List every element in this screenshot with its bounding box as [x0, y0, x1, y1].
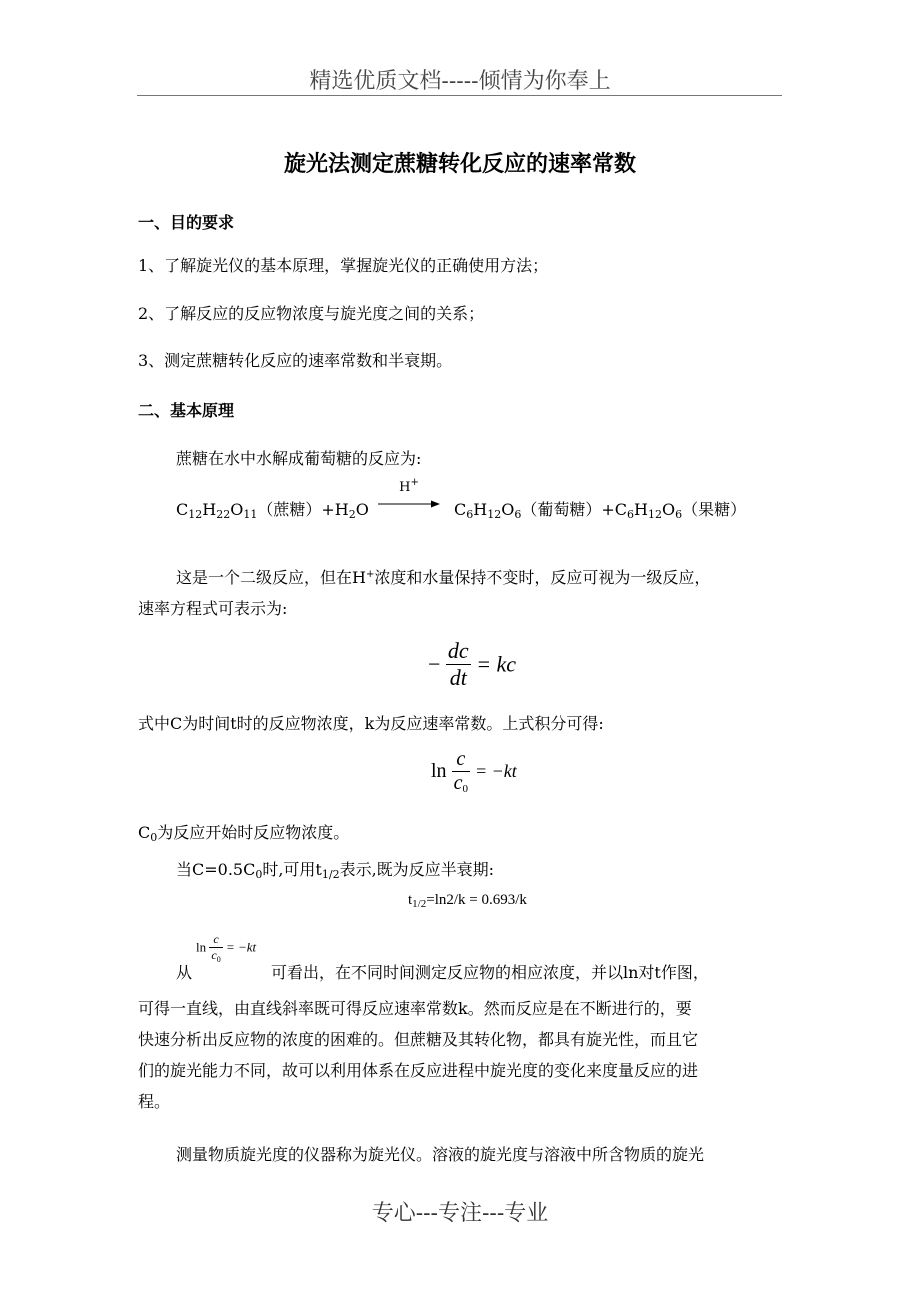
inline-rhs: = −kt — [225, 939, 257, 955]
objective-item-3: 3、测定蔗糖转化反应的速率常数和半衰期。 — [138, 351, 453, 370]
document-title: 旋光法测定蔗糖转化反应的速率常数 — [283, 152, 636, 177]
para5-line-2: 快速分析出反应物的浓度的困难的。但蔗糖及其转化物，都具有旋光性，而且它 — [138, 1030, 699, 1049]
para5-line-4: 程。 — [138, 1092, 171, 1111]
sucrose-label: （蔗糖） — [257, 500, 322, 519]
inline-integrated-equation: ln $\frac{c}{c_0}$ = −kt — [196, 932, 257, 964]
half-life-eq-text: =ln2/k = 0.693/k — [426, 892, 527, 908]
para1-part-c: 速率方程式可表示为: — [138, 599, 288, 618]
reaction-intro: 蔗糖在水中水解成葡萄糖的反应为: — [176, 449, 422, 468]
paragraph-initial-concentration: $C_0$为反应开始时反应物浓度。 — [138, 823, 350, 844]
para5-line-1: 可得一直线，由直线斜率既可得反应速率常数k。然而反应是在不断进行的，要 — [138, 999, 692, 1018]
catalyst-label: H — [399, 480, 411, 495]
inline-denominator: c — [211, 948, 217, 962]
paragraph-polarimeter: 测量物质旋光度的仪器称为旋光仪。溶液的旋光度与溶液中所含物质的旋光 — [176, 1145, 705, 1164]
integrated-equation: ln $\frac{c}{c_0}$ = −kt — [431, 748, 517, 795]
rate-eq-denominator: dt — [446, 664, 471, 691]
reaction-products — [454, 497, 746, 520]
paragraph-optical-activity — [138, 993, 788, 1117]
page-header: 精选优质文档-----倾情为你奉上 — [309, 69, 611, 94]
ln-label: ln — [431, 760, 447, 782]
rate-eq-numerator: dc — [447, 638, 469, 663]
fructose-label: （果糖） — [682, 500, 747, 519]
arrow-icon — [378, 499, 440, 509]
objective-item-1: 1、了解旋光仪的基本原理，掌握旋光仪的正确使用方法； — [138, 256, 549, 275]
paragraph-first-order: 这是一个二级反应，但在H+浓度和水量保持不变时，反应可视为一级反应， 速率方程式可表示为: — [138, 568, 711, 618]
para4-part-c: 表示,既为反应半衰期: — [339, 860, 495, 879]
glucose-formula: $C_6H_{12}O_6$ — [454, 500, 522, 521]
para5-line-3: 们的旋光能力不同，故可以利用体系在反应进程中旋光度的变化来度量反应的进 — [138, 1061, 699, 1080]
section-heading-principle: 二、基本原理 — [138, 401, 235, 420]
inline-ln: ln — [196, 939, 207, 955]
rate-equation: − $\frac{dc}{dt}$ = kc — [428, 638, 517, 690]
paragraph-from-label: 从 — [176, 963, 193, 982]
para3-text: 为反应开始时反应物浓度。 — [157, 823, 350, 842]
header-divider — [137, 95, 782, 96]
objective-item-2: 2、了解反应的反应物浓度与旋光度之间的关系； — [138, 304, 485, 323]
sucrose-formula: $C_{12}H_{22}O_{11}$ — [176, 500, 258, 521]
para1-part-a: 这是一个二级反应，但在H — [176, 568, 366, 587]
para4-part-a: 当C=0.5C — [176, 860, 256, 879]
integrated-eq-denominator: c — [453, 772, 463, 794]
paragraph-concentration: 式中C为时间t时的反应物浓度，k为反应速率常数。上式积分可得: — [138, 714, 604, 733]
paragraph-half-life: 当$C=0.5C_0$时,可用$t_{1/2}$表示,既为反应半衰期: — [176, 860, 495, 881]
fructose-formula: $+C_6H_{12}O_6$ — [601, 500, 683, 521]
integrated-eq-numerator: c — [456, 748, 466, 770]
page-footer: 专心---专注---专业 — [371, 1201, 549, 1226]
inline-numerator: c — [213, 932, 219, 946]
rate-eq-rhs: = kc — [476, 651, 517, 677]
reaction-equation: $C_{12}H_{22}O_{11}$（蔗糖）$+H_2O$ — [176, 500, 369, 521]
half-life-equation: $t_{1/2}=\ln 2/k = 0.693/k$ — [408, 892, 527, 910]
water-oxygen: O — [355, 500, 369, 519]
para1-part-b: 浓度和水量保持不变时，反应可视为一级反应， — [374, 568, 711, 587]
section-heading-objectives: 一、目的要求 — [138, 213, 235, 232]
integrated-eq-rhs: = −kt — [474, 761, 517, 781]
glucose-label: （葡萄糖） — [521, 500, 602, 519]
reaction-arrow: H+ — [378, 480, 440, 510]
paragraph-plot-method: 可看出，在不同时间测定反应物的相应浓度，并以ln对t作图， — [271, 963, 709, 982]
para4-part-b: 时,可用t — [262, 860, 322, 879]
water-plus: +H — [321, 500, 349, 519]
